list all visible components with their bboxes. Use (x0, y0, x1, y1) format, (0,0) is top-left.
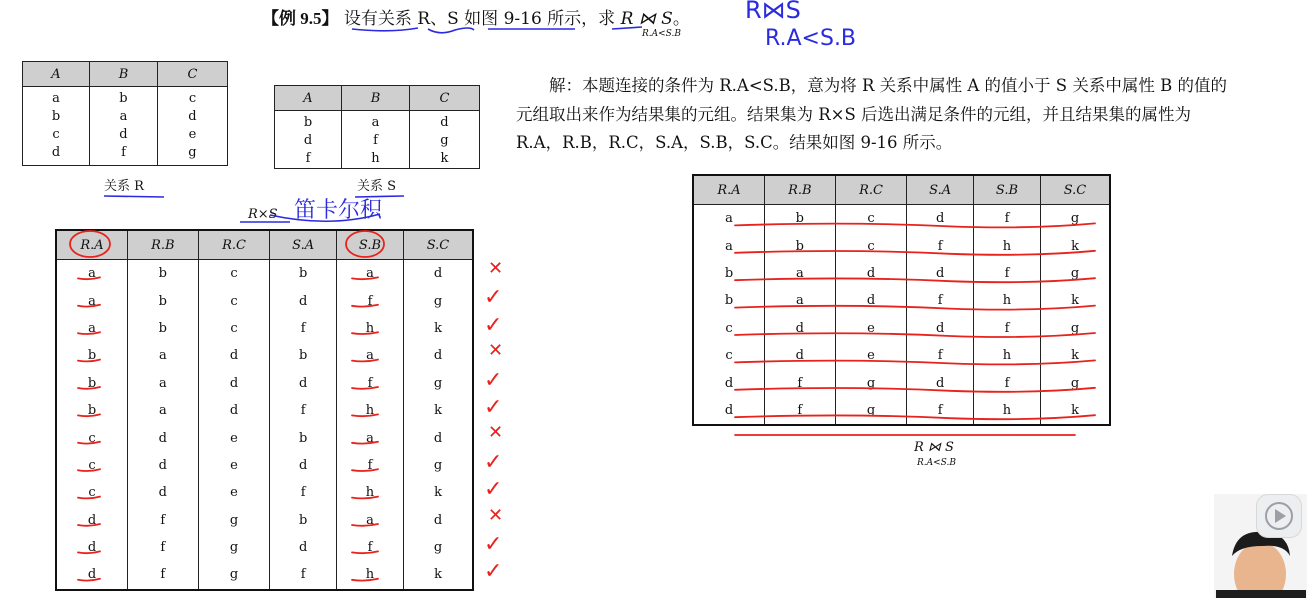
caption-underlines (104, 196, 404, 222)
sb-underline (352, 497, 378, 499)
product-cell: a (128, 397, 199, 424)
product-cell: h (336, 315, 403, 342)
ra-underline (78, 442, 100, 444)
result-cell: b (693, 287, 765, 314)
r-header-a: A (23, 62, 90, 87)
check-mark: ✓ (484, 559, 503, 585)
sb-underline (352, 524, 378, 526)
product-header-s-a: S.A (270, 230, 337, 260)
product-cell: e (198, 479, 270, 506)
product-cell: b (128, 287, 199, 314)
result-header-r-c: R.C (835, 175, 907, 205)
product-header-r-a: R.A (56, 230, 128, 260)
result-cell: d (693, 369, 765, 396)
product-cell: e (198, 452, 270, 479)
product-cell: h (336, 561, 403, 589)
product-cell: f (336, 452, 403, 479)
product-label: R×S (248, 207, 278, 222)
sb-underline (352, 387, 378, 389)
product-cell: b (56, 342, 128, 369)
result-cell: g (835, 397, 907, 425)
result-cell: c (835, 205, 907, 233)
result-cell: d (693, 397, 765, 425)
product-cell: c (198, 315, 270, 342)
product-cell: k (404, 479, 473, 506)
relation-r-cell: d (51, 145, 61, 160)
handwritten-condition: R.A<S.B (765, 26, 857, 51)
product-cell: d (56, 534, 128, 561)
result-caption: R ⋈ S (914, 440, 954, 455)
result-cell: d (835, 287, 907, 314)
check-mark: ✓ (484, 532, 503, 557)
relation-r-cell: a (119, 109, 128, 124)
result-cell: d (907, 205, 974, 233)
ra-underline (78, 360, 100, 362)
relation-s-cell: g (440, 133, 449, 148)
example-label: 【例 9.5】 (262, 9, 339, 28)
product-cell: b (270, 260, 337, 288)
ra-underline (78, 497, 100, 499)
result-cell: b (765, 205, 836, 233)
s-header-b: B (342, 86, 410, 111)
result-row-strike (735, 415, 1095, 419)
ra-underline (78, 387, 100, 389)
product-cell: f (336, 287, 403, 314)
product-cell: d (198, 370, 270, 397)
result-cell: f (907, 232, 974, 259)
join-condition: R.A<S.B (642, 29, 681, 39)
result-cell: g (1041, 315, 1110, 342)
cross-mark: ✕ (488, 422, 504, 444)
product-cell: f (270, 561, 337, 589)
product-cell: d (128, 424, 199, 451)
product-cell: k (404, 397, 473, 424)
result-row-strike (735, 360, 1095, 364)
result-cell: f (973, 205, 1040, 233)
result-cell: d (907, 369, 974, 396)
result-cell: k (1041, 232, 1110, 259)
product-cell: h (336, 397, 403, 424)
join-expression: R ⋈ S (620, 9, 673, 29)
handwritten-join: R⋈S (745, 0, 801, 24)
ra-underline (78, 414, 100, 416)
relation-s-cell: d (440, 115, 449, 130)
check-mark: ✓ (484, 312, 503, 338)
product-cell: f (336, 370, 403, 397)
result-cell: f (973, 315, 1040, 342)
product-cell: a (336, 342, 403, 369)
result-cell: a (693, 232, 765, 259)
title-period: 。 (672, 9, 690, 29)
result-cell: b (693, 260, 765, 287)
product-cell: b (128, 315, 199, 342)
result-header-r-a: R.A (693, 175, 765, 205)
product-cell: b (56, 370, 128, 397)
result-cell: c (693, 342, 765, 369)
handwritten-product-note: 笛卡尔积 (294, 198, 383, 223)
result-cell: d (765, 342, 836, 369)
result-cell: h (973, 287, 1040, 314)
product-cell: d (56, 561, 128, 589)
product-cell: k (404, 315, 473, 342)
relation-r-cell: c (52, 127, 60, 142)
result-cell: d (907, 260, 974, 287)
product-cell: b (270, 342, 337, 369)
product-cell: d (270, 452, 337, 479)
product-cell: f (128, 561, 199, 589)
product-header-s-c: S.C (404, 230, 473, 260)
product-cell: d (270, 370, 337, 397)
relation-s-cell: f (373, 133, 378, 148)
product-cell: d (56, 507, 128, 534)
product-header-r-c: R.C (198, 230, 270, 260)
product-cell: g (404, 534, 473, 561)
result-cell: a (693, 205, 765, 233)
product-cell: f (270, 479, 337, 506)
result-header-s-b: S.B (973, 175, 1040, 205)
product-cell: c (56, 479, 128, 506)
solution-line-3: R.A，R.B，R.C，S.A，S.B，S.C。结果如图 9-16 所示。 (516, 133, 953, 152)
product-cell: a (336, 424, 403, 451)
result-header-s-c: S.C (1041, 175, 1110, 205)
result-cell: a (765, 287, 836, 314)
check-mark: ✓ (484, 449, 503, 475)
check-mark: ✓ (484, 395, 503, 420)
ra-underline (78, 332, 100, 334)
product-cell: d (270, 287, 337, 314)
r-header-c: C (157, 62, 227, 87)
result-cell: d (907, 315, 974, 342)
cross-mark: ✕ (488, 504, 504, 526)
ra-underline (78, 277, 100, 279)
result-row-strike (735, 278, 1095, 282)
result-caption-condition: R.A<S.B (917, 458, 956, 468)
result-header-r-b: R.B (765, 175, 836, 205)
product-cell: d (128, 479, 199, 506)
r-header-b: B (90, 62, 158, 87)
circle-ra-header (70, 231, 110, 257)
product-cell: c (198, 287, 270, 314)
result-cell: e (835, 342, 907, 369)
sb-underline (352, 551, 378, 553)
ra-underline (78, 579, 100, 581)
product-cell: d (270, 534, 337, 561)
product-cell: k (404, 561, 473, 589)
relation-s-cell: f (305, 151, 311, 166)
result-cell: h (973, 342, 1040, 369)
relation-s-cell: b (303, 115, 313, 130)
result-row-strike (735, 388, 1095, 392)
sb-underline (352, 332, 378, 334)
result-row-strike (735, 251, 1095, 255)
product-cell: a (56, 260, 128, 288)
check-mark: ✓ (484, 367, 503, 393)
result-cell: f (907, 342, 974, 369)
relation-r-cell: d (119, 127, 128, 142)
sb-underline (352, 277, 378, 279)
product-cell: g (404, 287, 473, 314)
title-underline (352, 27, 642, 33)
relation-s-caption: 关系 S (357, 179, 397, 194)
relation-s-cell: a (371, 115, 380, 130)
relation-r-cell: d (188, 109, 197, 124)
product-cell: g (198, 534, 270, 561)
example-text: 设有关系 R、S 如图 9-16 所示，求 (343, 9, 616, 29)
ra-underline (78, 305, 100, 307)
result-cell: d (765, 315, 836, 342)
product-cell: c (198, 260, 270, 288)
sb-underline (352, 414, 378, 416)
result-cell: f (973, 369, 1040, 396)
product-cell: a (336, 507, 403, 534)
product-cell: f (128, 534, 199, 561)
ra-underline (78, 524, 100, 526)
sb-underline (352, 305, 378, 307)
s-header-a: A (275, 86, 342, 111)
product-cell: h (336, 479, 403, 506)
product-cell: d (404, 507, 473, 534)
result-cell: f (907, 287, 974, 314)
product-cell: a (56, 315, 128, 342)
result-cell: k (1041, 342, 1110, 369)
sb-underline (352, 469, 378, 471)
result-cell: h (973, 232, 1040, 259)
relation-r-cell: b (119, 91, 128, 106)
cross-mark: ✕ (488, 258, 504, 279)
product-cell: d (404, 424, 473, 451)
result-cell: e (835, 315, 907, 342)
product-cell: d (128, 452, 199, 479)
result-cell: f (907, 397, 974, 425)
relation-r-cell: c (188, 91, 197, 106)
sb-underline (352, 360, 378, 362)
result-cell: g (1041, 205, 1110, 233)
result-row-strike (735, 333, 1095, 337)
product-cell: c (56, 452, 128, 479)
result-cell: k (1041, 397, 1110, 425)
product-cell: g (198, 561, 270, 589)
product-cell: d (404, 260, 473, 288)
relation-r-cell: a (52, 91, 60, 106)
product-cell: g (198, 507, 270, 534)
relation-s-cell: k (440, 151, 449, 166)
product-cell: a (56, 287, 128, 314)
relation-r-cell: e (188, 127, 197, 142)
product-cell: f (336, 534, 403, 561)
result-cell: g (835, 369, 907, 396)
result-cell: f (973, 260, 1040, 287)
product-cell: b (56, 397, 128, 424)
relation-s-cell: d (303, 133, 313, 148)
sb-underline (352, 579, 378, 581)
sb-underline (352, 442, 378, 444)
product-cell: c (56, 424, 128, 451)
result-cell: g (1041, 260, 1110, 287)
product-header-s-b: S.B (336, 230, 403, 260)
product-cell: g (404, 452, 473, 479)
result-cell: f (765, 397, 836, 425)
product-cell: b (128, 260, 199, 288)
video-play-button[interactable] (1256, 494, 1302, 538)
product-cell: b (270, 507, 337, 534)
product-cell: b (270, 424, 337, 451)
cross-mark: ✕ (488, 340, 504, 362)
play-icon (1257, 495, 1301, 537)
solution-line-1: 解：本题连接的条件为 R.A<S.B，意为将 R 关系中属性 A 的值小于 S 关系中属性 B 的值的 (516, 76, 1227, 95)
circle-sb-header (346, 231, 384, 257)
relation-s-cell: h (371, 151, 380, 166)
solution-line-2: 元组取出来作为结果集的元组。结果集为 R×S 后选出满足条件的元组，并且结果集的属性为 (516, 104, 1192, 124)
product-cell: d (404, 342, 473, 369)
product-cell: e (198, 424, 270, 451)
relation-r-cell: f (121, 145, 126, 160)
result-cell: d (835, 260, 907, 287)
result-cell: b (765, 232, 836, 259)
product-cell: f (270, 397, 337, 424)
product-cell: g (404, 370, 473, 397)
s-header-c: C (409, 86, 479, 111)
check-mark: ✓ (484, 285, 503, 311)
product-cell: a (336, 260, 403, 288)
product-cell: d (198, 397, 270, 424)
product-cell: d (198, 342, 270, 369)
product-cell: a (128, 342, 199, 369)
ra-underline (78, 469, 100, 471)
result-cell: k (1041, 287, 1110, 314)
result-header-s-a: S.A (907, 175, 974, 205)
relation-r-cell: b (51, 109, 61, 124)
result-cell: h (973, 397, 1040, 425)
result-cell: a (765, 260, 836, 287)
ra-underline (78, 551, 100, 553)
result-cell: g (1041, 369, 1110, 396)
result-cell: c (835, 232, 907, 259)
product-header-r-b: R.B (128, 230, 199, 260)
product-cell: f (270, 315, 337, 342)
result-row-strike (735, 223, 1095, 227)
product-cell: f (128, 507, 199, 534)
relation-r-cell: g (188, 145, 197, 160)
product-cell: a (128, 370, 199, 397)
check-mark: ✓ (484, 477, 503, 503)
relation-r-caption: 关系 R (104, 179, 144, 194)
result-cell: c (693, 315, 765, 342)
result-row-strike (735, 306, 1095, 310)
result-cell: f (765, 369, 836, 396)
